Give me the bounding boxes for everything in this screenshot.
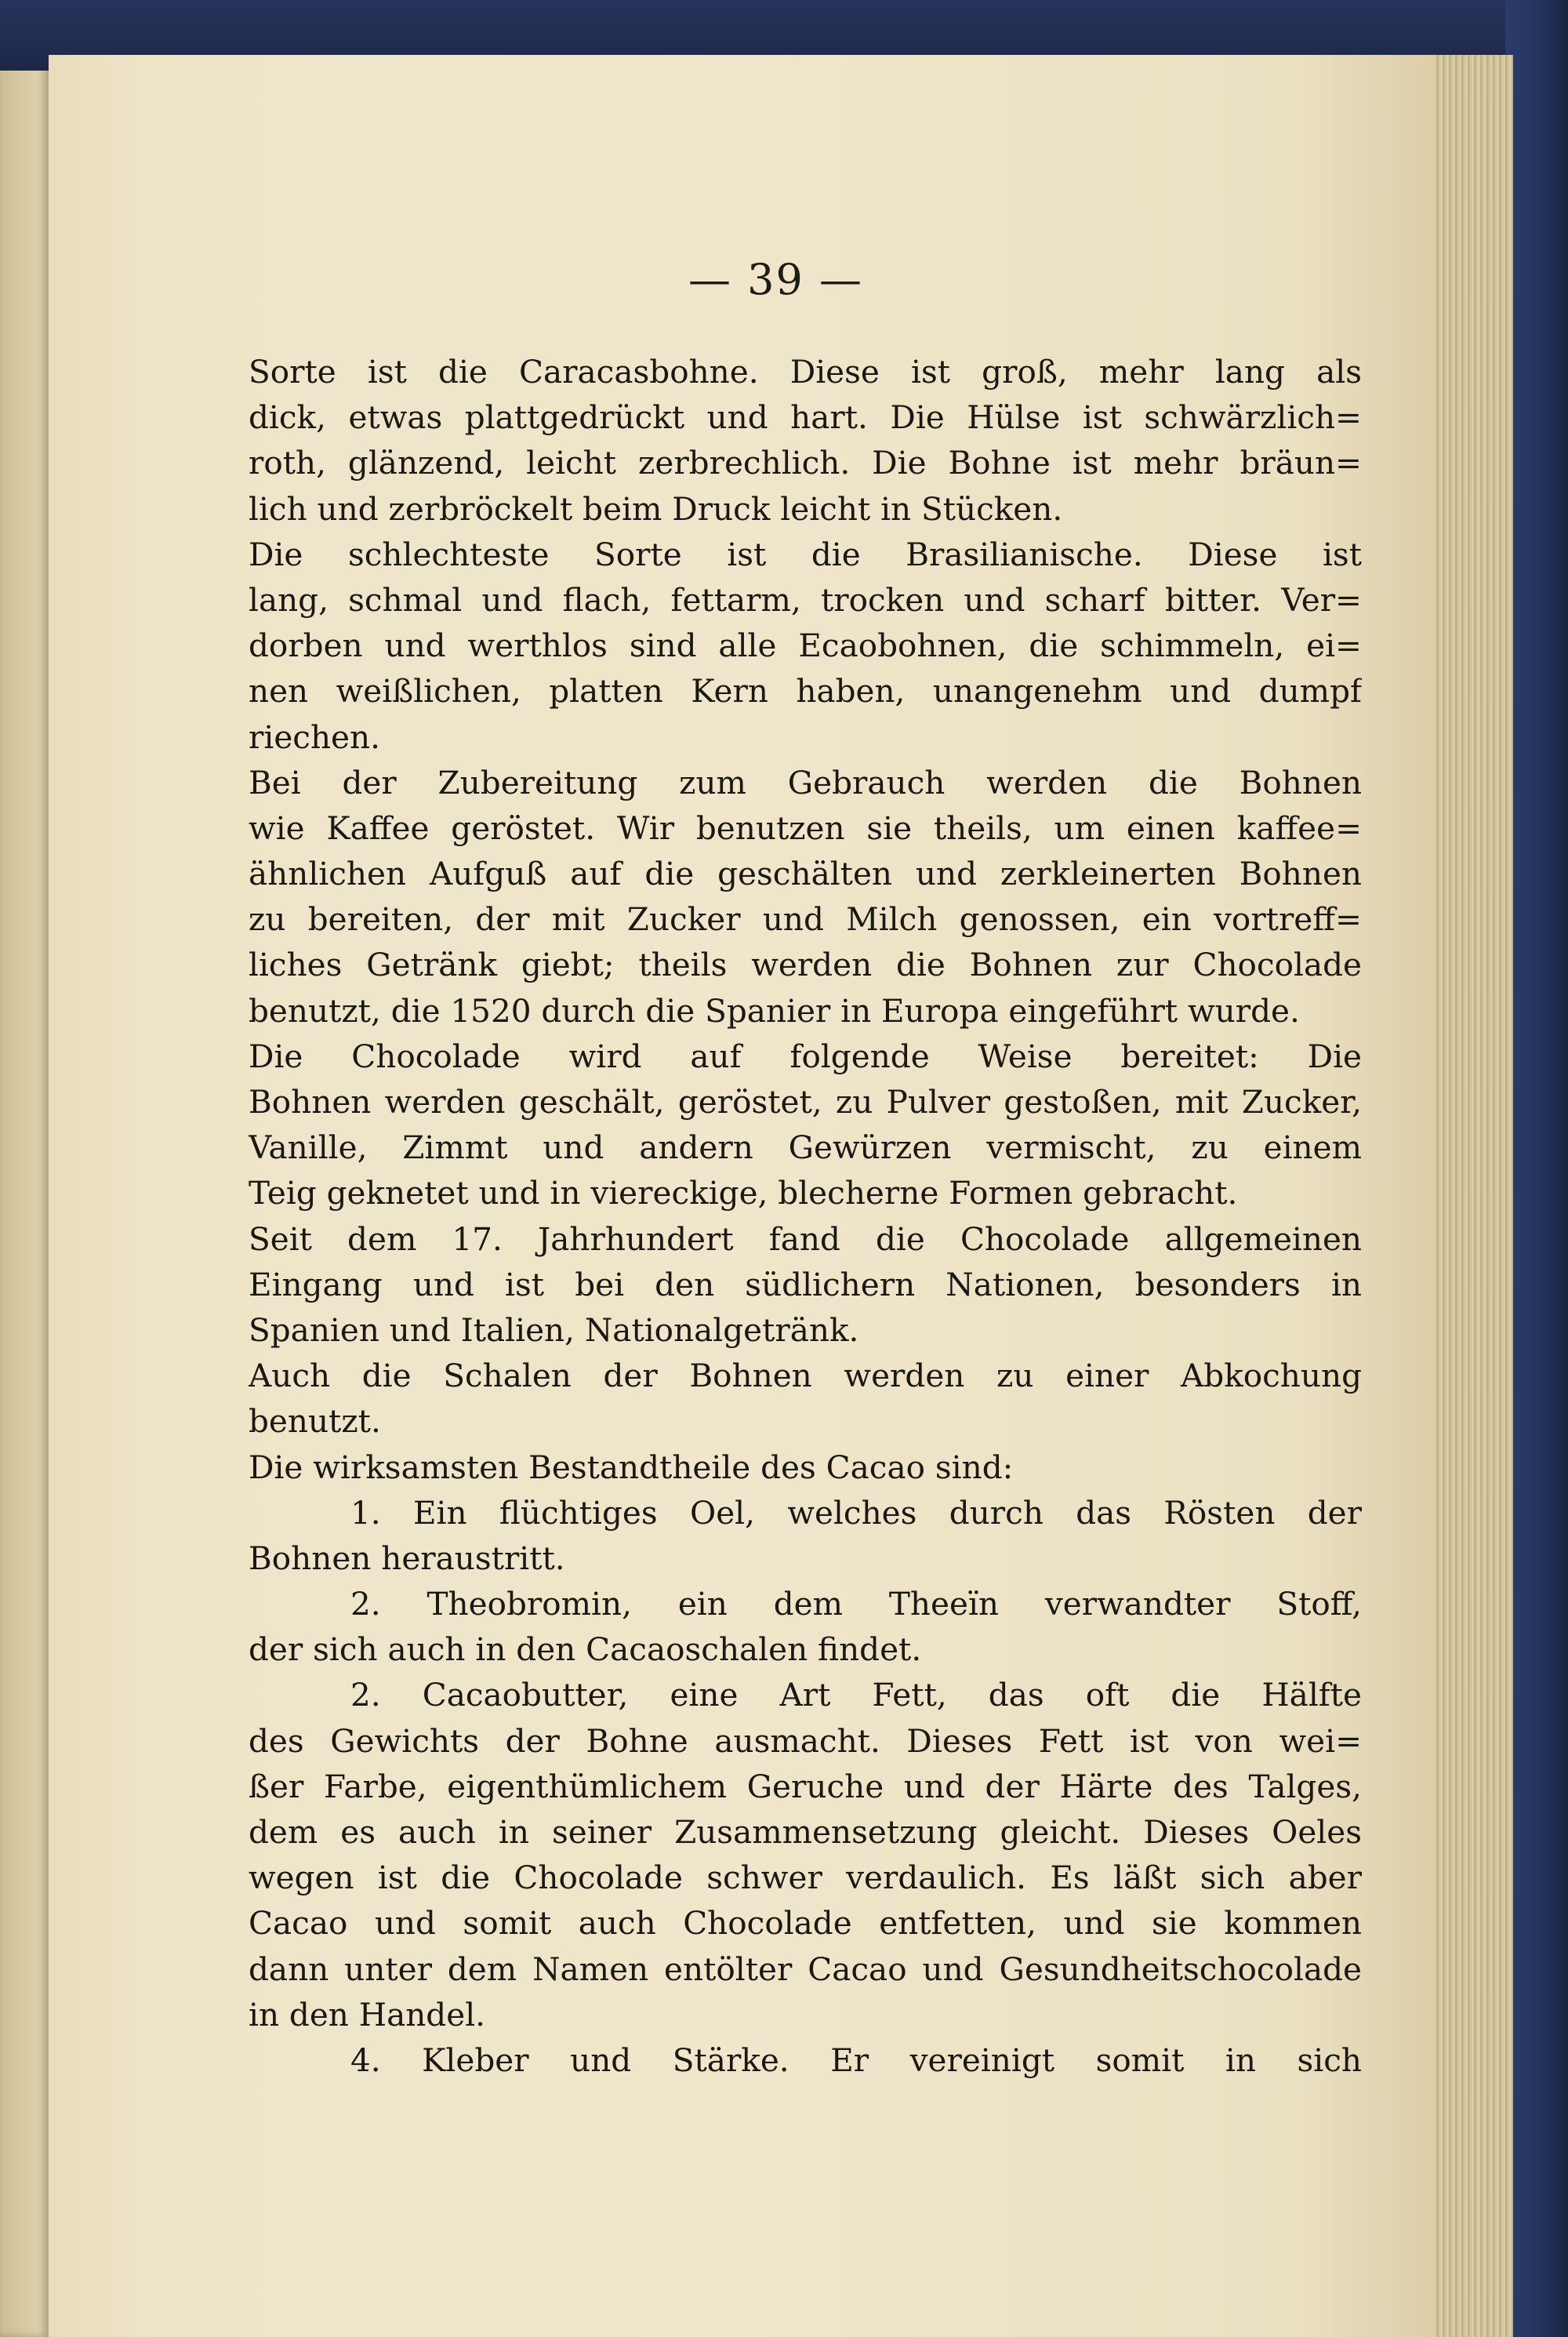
text-line: Vanille, Zimmt und andern Gewürzen vermischt, zu einem — [249, 1129, 1362, 1167]
page-text — [249, 349, 1362, 2083]
page-stack-edges — [1427, 55, 1513, 2337]
text-line: Die wirksamsten Bestandtheile des Cacao sind: — [249, 1448, 1014, 1486]
text-line: wie Kaffee geröstet. Wir benutzen sie theils, um einen kaffee= — [249, 809, 1362, 847]
text-line: Die Chocolade wird auf folgende Weise bereitet: Die — [249, 1037, 1362, 1075]
text-line: benutzt, die 1520 durch die Spanier in Europa eingeführt wurde. — [249, 991, 1300, 1030]
text-line: wegen ist die Chocolade schwer verdaulich. Es läßt sich aber — [249, 1859, 1362, 1897]
text-line: ßer Farbe, eigenthümlichem Geruche und der Härte des Talges, — [249, 1767, 1362, 1805]
text-line: dick, etwas plattgedrückt und hart. Die Hülse ist schwärzlich= — [249, 398, 1362, 437]
text-line: dorben und werthlos sind alle Ecaobohnen, die schimmeln, ei= — [249, 627, 1362, 665]
text-line: dem es auch in seiner Zusammensetzung gleicht. Dieses Oeles — [249, 1813, 1362, 1851]
text-line: des Gewichts der Bohne ausmacht. Dieses Fett ist von wei= — [249, 1721, 1362, 1760]
book-cover-right — [1505, 0, 1568, 2337]
text-line: benutzt. — [249, 1402, 381, 1441]
text-line: roth, glänzend, leicht zerbrechlich. Die Bohne ist mehr bräun= — [249, 444, 1362, 482]
text-line: dann unter dem Namen entölter Cacao und Gesundheitschocolade — [249, 1950, 1362, 1988]
text-line: riechen. — [249, 718, 380, 756]
text-line: lich und zerbröckelt beim Druck leicht in Stücken. — [249, 489, 1063, 528]
page-number: — 39 — — [688, 255, 864, 304]
text-line: Eingang und ist bei den südlichern Nationen, besonders in — [249, 1265, 1362, 1303]
text-line: Teig geknetet und in viereckige, blecherne Formen gebracht. — [249, 1174, 1238, 1212]
text-line: in den Handel. — [249, 1995, 486, 2034]
text-line: Bohnen werden geschält, geröstet, zu Pulver gestoßen, mit Zucker, — [249, 1083, 1362, 1121]
text-line: nen weißlichen, platten Kern haben, unangenehm und dumpf — [249, 672, 1362, 711]
text-line: Bohnen heraustritt. — [249, 1539, 565, 1577]
text-line: 4. Kleber und Stärke. Er vereinigt somit in sich — [350, 2041, 1362, 2079]
text-line: Spanien und Italien, Nationalgetränk. — [249, 1310, 859, 1349]
text-line: ähnlichen Aufguß auf die geschälten und zerkleinerten Bohnen — [249, 855, 1362, 893]
text-line: zu bereiten, der mit Zucker und Milch genossen, ein vortreff= — [249, 900, 1362, 939]
text-line: Sorte ist die Caracasbohne. Diese ist groß, mehr lang als — [249, 353, 1362, 391]
text-line: Bei der Zubereitung zum Gebrauch werden die Bohnen — [249, 763, 1362, 801]
text-line: Seit dem 17. Jahrhundert fand die Chocolade allgemeinen — [249, 1219, 1362, 1258]
text-line: 1. Ein flüchtiges Oel, welches durch das Rösten der — [350, 1493, 1362, 1532]
text-line: Die schlechteste Sorte ist die Brasilianische. Diese ist — [249, 535, 1362, 573]
text-line: 2. Theobromin, ein dem Theeïn verwandter Stoff, — [350, 1585, 1362, 1623]
text-line: 2. Cacaobutter, eine Art Fett, das oft die Hälfte — [350, 1676, 1362, 1714]
text-line: der sich auch in den Cacaoschalen findet. — [249, 1630, 922, 1669]
text-line: liches Getränk giebt; theils werden die Bohnen zur Chocolade — [249, 946, 1362, 984]
text-line: Auch die Schalen der Bohnen werden zu einer Abkochung — [249, 1357, 1362, 1395]
text-line: lang, schmal und flach, fettarm, trocken und scharf bitter. Ver= — [249, 580, 1362, 619]
book-page — [49, 55, 1436, 2337]
text-line: Cacao und somit auch Chocolade entfetten, und sie kommen — [249, 1904, 1362, 1943]
previous-page-edge — [0, 47, 49, 2337]
